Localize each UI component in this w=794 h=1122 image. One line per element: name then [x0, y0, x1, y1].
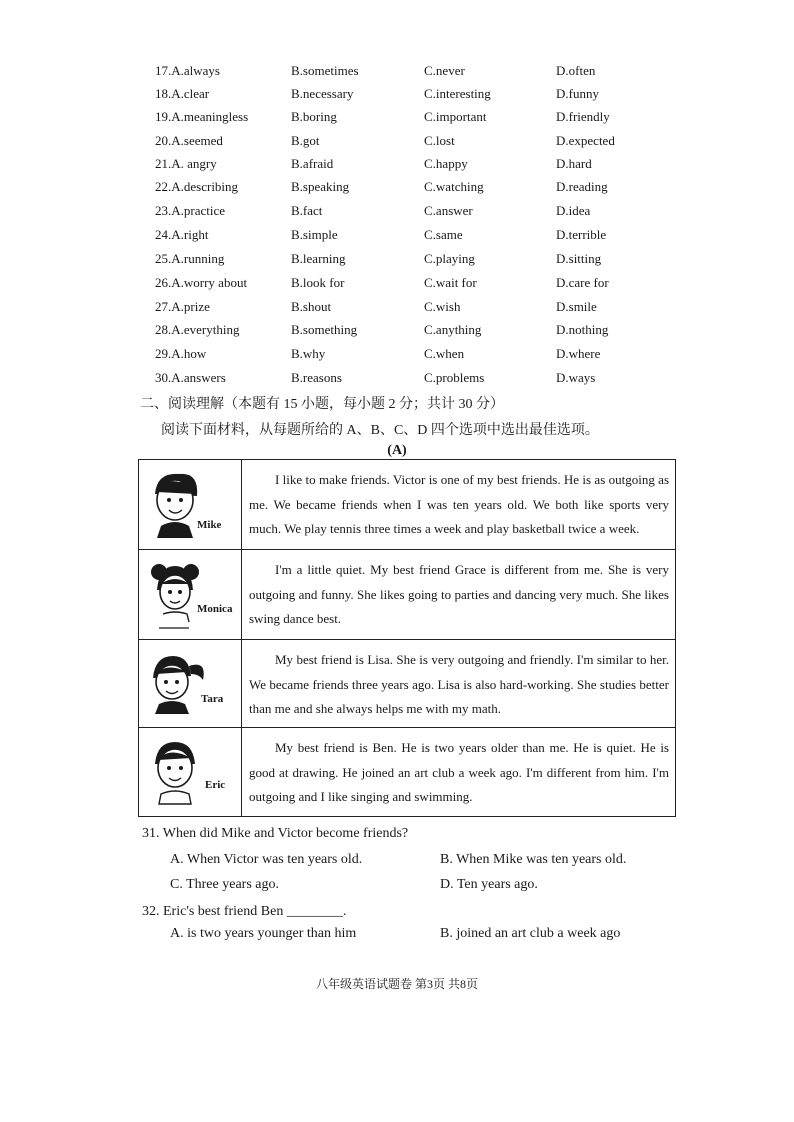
- portrait-cell: [139, 640, 242, 727]
- passage-row-mike: [139, 460, 675, 550]
- option-c: C.problems: [424, 370, 485, 385]
- option-row-25: [0, 251, 794, 273]
- option-b: B.simple: [291, 227, 338, 242]
- passage-label: (A): [387, 443, 407, 458]
- portrait-cell: [139, 728, 242, 816]
- option-c: C.same: [424, 227, 463, 242]
- option-row-23: [0, 203, 794, 225]
- option-a: 22.A.describing: [155, 179, 239, 194]
- option-a: 26.A.worry about: [155, 275, 248, 290]
- option-row-29: [0, 346, 794, 368]
- question-31-stem: 31. When did Mike and Victor become friends?: [142, 826, 409, 841]
- option-b: B.afraid: [291, 156, 334, 171]
- option-a: 20.A.seemed: [155, 133, 223, 148]
- option-row-20: [0, 133, 794, 155]
- option-a: 17.A.always: [155, 63, 220, 78]
- option-a: 24.A.right: [155, 227, 209, 242]
- portrait-cell: [139, 460, 242, 549]
- person-statement: I like to make friends. Victor is one of my best friends. He is as outgoing as me. We became friends when I was ten years old. We both like sports very much. We play tennis three times a week and play basketball twice a week.: [249, 472, 669, 536]
- option-c: C.important: [424, 109, 487, 124]
- question-31-choice-a: A. When Victor was ten years old.: [170, 852, 363, 867]
- option-d: D.where: [556, 346, 601, 361]
- question-31-choice-c: C. Three years ago.: [170, 877, 279, 892]
- option-a: 19.A.meaningless: [155, 109, 249, 124]
- passage-row-tara: [139, 640, 675, 728]
- person-statement: My best friend is Lisa. She is very outgoing and friendly. I'm similar to her. We became friends three years ago. Lisa is also hard-working. She studies better than me and she always helps me with my math.: [249, 652, 669, 716]
- option-a: 29.A.how: [155, 346, 207, 361]
- person-name: Mike: [197, 519, 222, 531]
- option-c: C.wait for: [424, 275, 477, 290]
- option-a: 27.A.prize: [155, 299, 210, 314]
- option-d: D.funny: [556, 86, 599, 101]
- section-instruction: 阅读下面材料，从每题所给的 A、B、C、D 四个选项中选出最佳选项。: [161, 423, 599, 438]
- boy-portrait-icon: [145, 734, 235, 810]
- person-statement: I'm a little quiet. My best friend Grace is different from me. She is very outgoing and funny. She likes going to parties and dancing very much. She likes swing dance best.: [249, 562, 669, 626]
- person-name: Monica: [197, 603, 233, 615]
- passage-table: [138, 459, 676, 817]
- option-b: B.necessary: [291, 86, 354, 101]
- option-a: 21.A. angry: [155, 156, 217, 171]
- option-row-18: [0, 86, 794, 108]
- option-b: B.got: [291, 133, 320, 148]
- option-row-22: [0, 179, 794, 201]
- option-row-24: [0, 227, 794, 249]
- option-a: 30.A.answers: [155, 370, 226, 385]
- option-d: D.idea: [556, 203, 591, 218]
- girl-ponytail-portrait-icon: [145, 646, 235, 720]
- option-c: C.playing: [424, 251, 475, 266]
- passage-row-monica: [139, 550, 675, 640]
- option-b: B.sometimes: [291, 63, 359, 78]
- option-row-27: [0, 299, 794, 321]
- question-31-choice-d: D. Ten years ago.: [440, 877, 538, 892]
- option-c: C.lost: [424, 133, 455, 148]
- option-d: D.friendly: [556, 109, 610, 124]
- option-b: B.shout: [291, 299, 332, 314]
- question-31-choice-b: B. When Mike was ten years old.: [440, 852, 627, 867]
- option-a: 25.A.running: [155, 251, 225, 266]
- option-b: B.boring: [291, 109, 337, 124]
- option-row-28: [0, 322, 794, 344]
- portrait-cell: [139, 550, 242, 639]
- passage-row-eric: [139, 728, 675, 816]
- option-d: D.sitting: [556, 251, 602, 266]
- question-32-choice-a: A. is two years younger than him: [170, 926, 357, 941]
- option-d: D.care for: [556, 275, 609, 290]
- option-d: D.ways: [556, 370, 596, 385]
- option-b: B.learning: [291, 251, 346, 266]
- option-row-30: [0, 370, 794, 392]
- option-c: C.interesting: [424, 86, 491, 101]
- option-d: D.nothing: [556, 322, 609, 337]
- option-d: D.terrible: [556, 227, 607, 242]
- option-c: C.wish: [424, 299, 461, 314]
- question-32-stem: 32. Eric's best friend Ben ________.: [142, 904, 347, 919]
- option-c: C.never: [424, 63, 465, 78]
- option-c: C.watching: [424, 179, 484, 194]
- option-c: C.answer: [424, 203, 473, 218]
- option-b: B.look for: [291, 275, 345, 290]
- option-d: D.often: [556, 63, 596, 78]
- option-a: 28.A.everything: [155, 322, 240, 337]
- option-row-19: [0, 109, 794, 131]
- option-row-21: [0, 156, 794, 178]
- option-d: D.reading: [556, 179, 608, 194]
- option-d: D.expected: [556, 133, 615, 148]
- option-a: 18.A.clear: [155, 86, 210, 101]
- option-row-26: [0, 275, 794, 297]
- option-b: B.something: [291, 322, 358, 337]
- girl-portrait-icon: [145, 556, 235, 634]
- section-title: 二、阅读理解（本题有 15 小题，每小题 2 分；共计 30 分）: [140, 397, 504, 412]
- option-row-17: [0, 63, 794, 85]
- option-b: B.reasons: [291, 370, 342, 385]
- option-d: D.smile: [556, 299, 597, 314]
- person-name: Tara: [201, 693, 224, 705]
- option-c: C.happy: [424, 156, 468, 171]
- boy-portrait-icon: [145, 466, 235, 544]
- option-d: D.hard: [556, 156, 592, 171]
- option-b: B.speaking: [291, 179, 350, 194]
- person-name: Eric: [205, 779, 226, 791]
- question-32-choice-b: B. joined an art club a week ago: [440, 926, 621, 941]
- option-c: C.anything: [424, 322, 482, 337]
- person-statement: My best friend is Ben. He is two years older than me. He is quiet. He is good at drawing. He joined an art club a week ago. I'm different from him. I'm outgoing and I like singing and swimming.: [249, 740, 669, 804]
- option-b: B.fact: [291, 203, 323, 218]
- option-a: 23.A.practice: [155, 203, 226, 218]
- page-footer: 八年级英语试题卷 第3页 共8页: [315, 977, 478, 991]
- option-c: C.when: [424, 346, 465, 361]
- option-b: B.why: [291, 346, 326, 361]
